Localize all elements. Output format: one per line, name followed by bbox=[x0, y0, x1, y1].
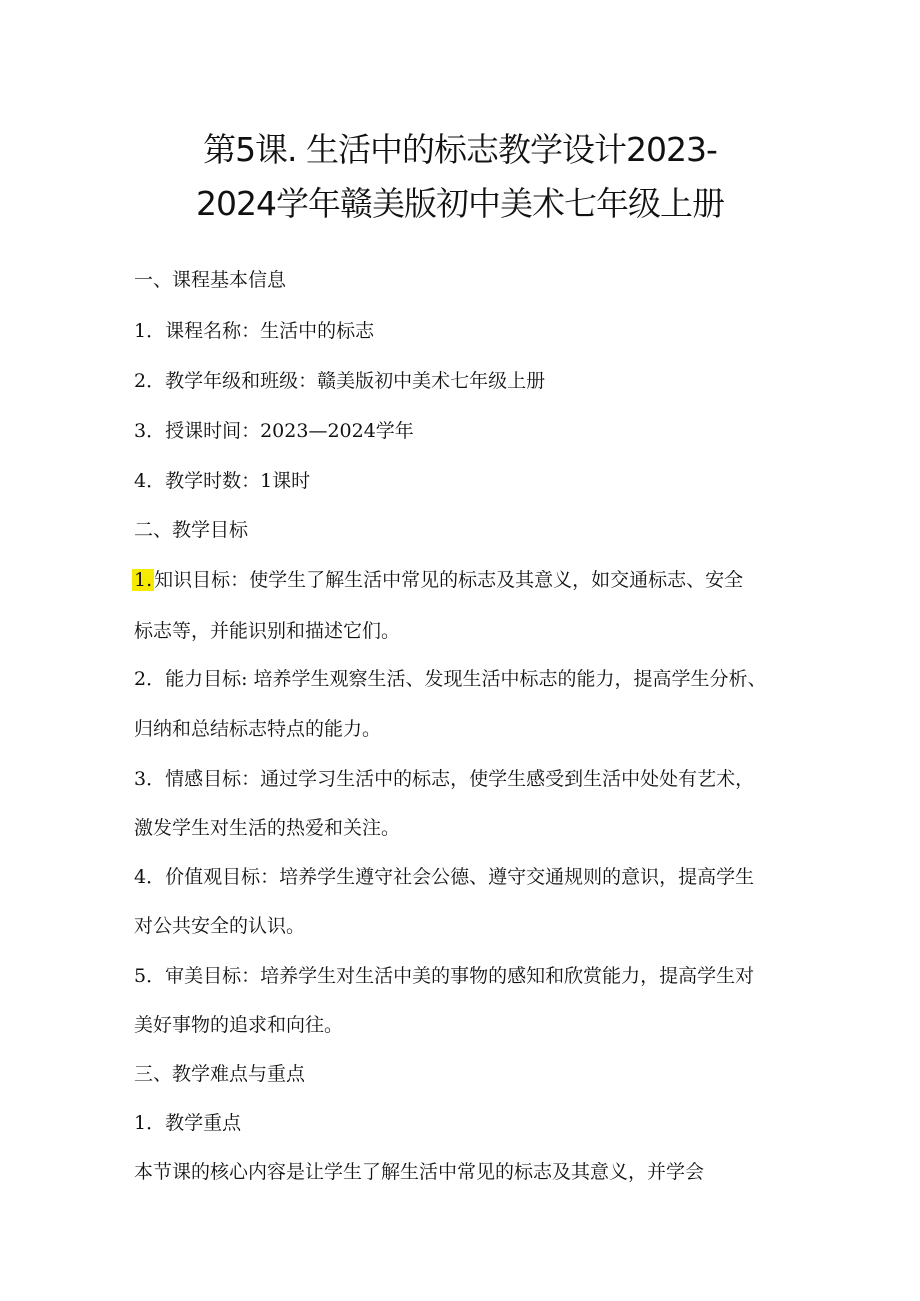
highlight-marker: 1. bbox=[134, 569, 153, 591]
section-heading-key-points: 三、教学难点与重点 bbox=[134, 1063, 306, 1085]
objective-aesthetic-cont: 美好事物的追求和向往。 bbox=[134, 1014, 344, 1036]
course-hours: 4．教学时数：1课时 bbox=[134, 470, 311, 492]
objective-knowledge bbox=[134, 567, 794, 593]
course-grade: 2．教学年级和班级：赣美版初中美术七年级上册 bbox=[134, 370, 546, 392]
key-point-paragraph: 本节课的核心内容是让学生了解生活中常见的标志及其意义，并学会 bbox=[134, 1161, 705, 1183]
objective-emotion-cont: 激发学生对生活的热爱和关注。 bbox=[134, 817, 401, 839]
objective-ability: 2．能力目标: 培养学生观察生活、发现生活中标志的能力，提高学生分析、 bbox=[134, 668, 767, 690]
section-heading-basic-info: 一、课程基本信息 bbox=[134, 269, 287, 291]
objective-aesthetic: 5．审美目标：培养学生对生活中美的事物的感知和欣赏能力，提高学生对 bbox=[134, 965, 755, 987]
key-point-heading: 1．教学重点 bbox=[134, 1112, 242, 1134]
document-title-line-2: 2024学年赣美版初中美术七年级上册 bbox=[196, 184, 724, 223]
course-name: 1．课程名称：生活中的标志 bbox=[134, 320, 375, 342]
objective-knowledge-text: 知识目标：使学生了解生活中常见的标志及其意义，如交通标志、安全 bbox=[154, 569, 744, 591]
objective-values: 4．价值观目标：培养学生遵守社会公德、遵守交通规则的意识，提高学生 bbox=[134, 866, 755, 888]
course-time: 3．授课时间：2023—2024学年 bbox=[134, 420, 414, 442]
objective-knowledge-cont: 标志等，并能识别和描述它们。 bbox=[134, 620, 401, 642]
objective-values-cont: 对公共安全的认识。 bbox=[134, 915, 306, 937]
objective-ability-cont: 归纳和总结标志特点的能力。 bbox=[134, 718, 382, 740]
document-title-line-1: 第5课. 生活中的标志教学设计2023- bbox=[203, 130, 717, 169]
section-heading-objectives: 二、教学目标 bbox=[134, 519, 249, 541]
objective-emotion: 3．情感目标：通过学习生活中的标志，使学生感受到生活中处处有艺术， bbox=[134, 768, 755, 790]
